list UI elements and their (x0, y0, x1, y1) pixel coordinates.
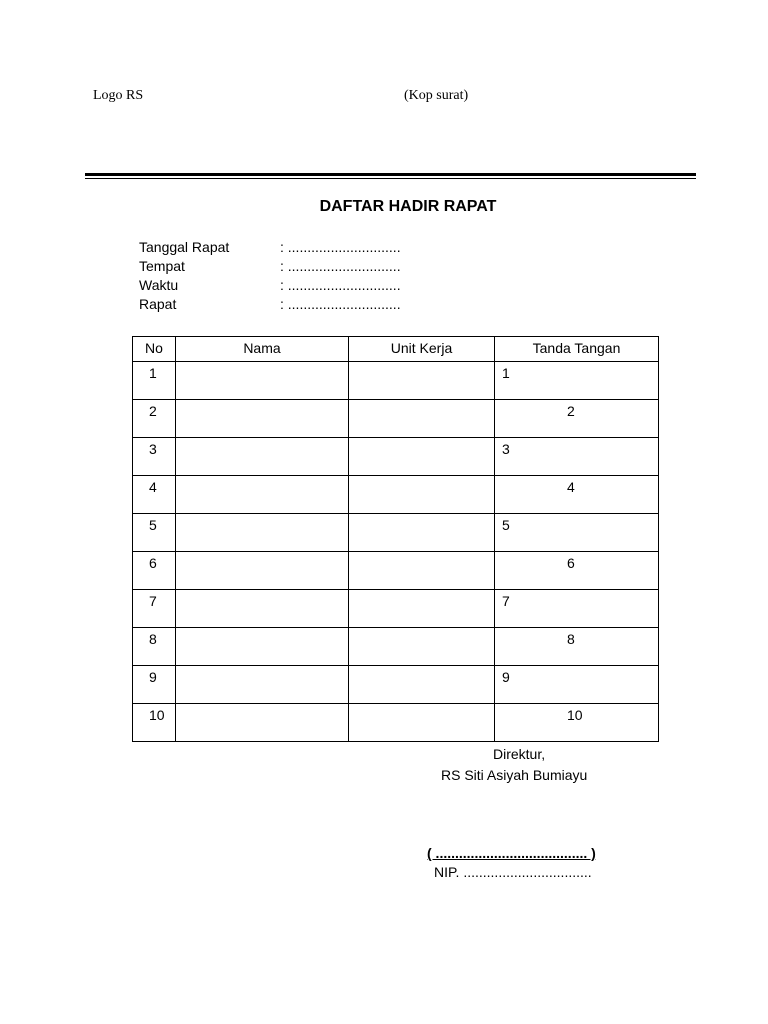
cell-no: 8 (133, 628, 176, 666)
cell-unit-kerja[interactable] (349, 400, 495, 438)
cell-nama[interactable] (176, 628, 349, 666)
cell-no: 3 (133, 438, 176, 476)
info-label-tanggal: Tanggal Rapat (139, 239, 230, 255)
cell-nama[interactable] (176, 514, 349, 552)
cell-tanda-tangan[interactable]: 3 (495, 438, 659, 476)
info-value-waktu: : ............................. (280, 277, 401, 293)
table-row (133, 362, 659, 400)
cell-tanda-tangan[interactable]: 4 (495, 476, 659, 514)
cell-no: 10 (133, 704, 176, 742)
cell-unit-kerja[interactable] (349, 476, 495, 514)
cell-tanda-tangan[interactable]: 6 (495, 552, 659, 590)
cell-unit-kerja[interactable] (349, 514, 495, 552)
cell-no: 9 (133, 666, 176, 704)
signatory-institution: RS Siti Asiyah Bumiayu (441, 767, 588, 783)
cell-unit-kerja[interactable] (349, 628, 495, 666)
cell-tanda-tangan[interactable]: 8 (495, 628, 659, 666)
cell-no: 4 (133, 476, 176, 514)
cell-no: 7 (133, 590, 176, 628)
cell-tanda-tangan[interactable]: 9 (495, 666, 659, 704)
document-title: DAFTAR HADIR RAPAT (319, 198, 497, 215)
cell-unit-kerja[interactable] (349, 704, 495, 742)
info-value-tempat: : ............................. (280, 258, 401, 274)
cell-no: 5 (133, 514, 176, 552)
cell-nama[interactable] (176, 666, 349, 704)
cell-tanda-tangan[interactable]: 10 (495, 704, 659, 742)
cell-nama[interactable] (176, 704, 349, 742)
letterhead-placeholder: (Kop surat) (404, 88, 469, 103)
cell-no: 6 (133, 552, 176, 590)
header-divider-thin (85, 178, 696, 179)
cell-nama[interactable] (176, 438, 349, 476)
info-label-waktu: Waktu (139, 277, 179, 293)
info-label-rapat: Rapat (139, 296, 177, 312)
cell-nama[interactable] (176, 400, 349, 438)
cell-tanda-tangan[interactable]: 1 (495, 362, 659, 400)
column-header-unit-kerja: Unit Kerja (349, 337, 495, 362)
cell-tanda-tangan[interactable]: 2 (495, 400, 659, 438)
cell-tanda-tangan[interactable]: 5 (495, 514, 659, 552)
column-header-nama: Nama (176, 337, 349, 362)
attendance-table (132, 336, 659, 742)
attendance-table-body (133, 362, 659, 742)
table-row (133, 438, 659, 476)
cell-nama[interactable] (176, 476, 349, 514)
cell-nama[interactable] (176, 362, 349, 400)
nip-line: NIP. ................................. (434, 864, 592, 880)
column-header-tanda-tangan: Tanda Tangan (495, 337, 659, 362)
cell-unit-kerja[interactable] (349, 666, 495, 704)
info-label-tempat: Tempat (139, 258, 185, 274)
cell-unit-kerja[interactable] (349, 362, 495, 400)
table-row (133, 628, 659, 666)
info-value-rapat: : ............................. (280, 296, 401, 312)
cell-tanda-tangan[interactable]: 7 (495, 590, 659, 628)
table-header-row (133, 337, 659, 362)
table-row (133, 476, 659, 514)
cell-no: 2 (133, 400, 176, 438)
header-divider-thick (85, 173, 696, 176)
cell-nama[interactable] (176, 552, 349, 590)
cell-unit-kerja[interactable] (349, 438, 495, 476)
logo-placeholder: Logo RS (93, 88, 144, 103)
column-header-no: No (133, 337, 176, 362)
info-value-tanggal: : ............................. (280, 239, 401, 255)
cell-unit-kerja[interactable] (349, 552, 495, 590)
table-row (133, 514, 659, 552)
table-row (133, 666, 659, 704)
cell-nama[interactable] (176, 590, 349, 628)
table-row (133, 400, 659, 438)
table-row (133, 590, 659, 628)
cell-no: 1 (133, 362, 176, 400)
table-row (133, 552, 659, 590)
cell-unit-kerja[interactable] (349, 590, 495, 628)
signature-line: ( ....................................... ) (427, 845, 596, 861)
signatory-position: Direktur, (493, 746, 546, 762)
table-row (133, 704, 659, 742)
